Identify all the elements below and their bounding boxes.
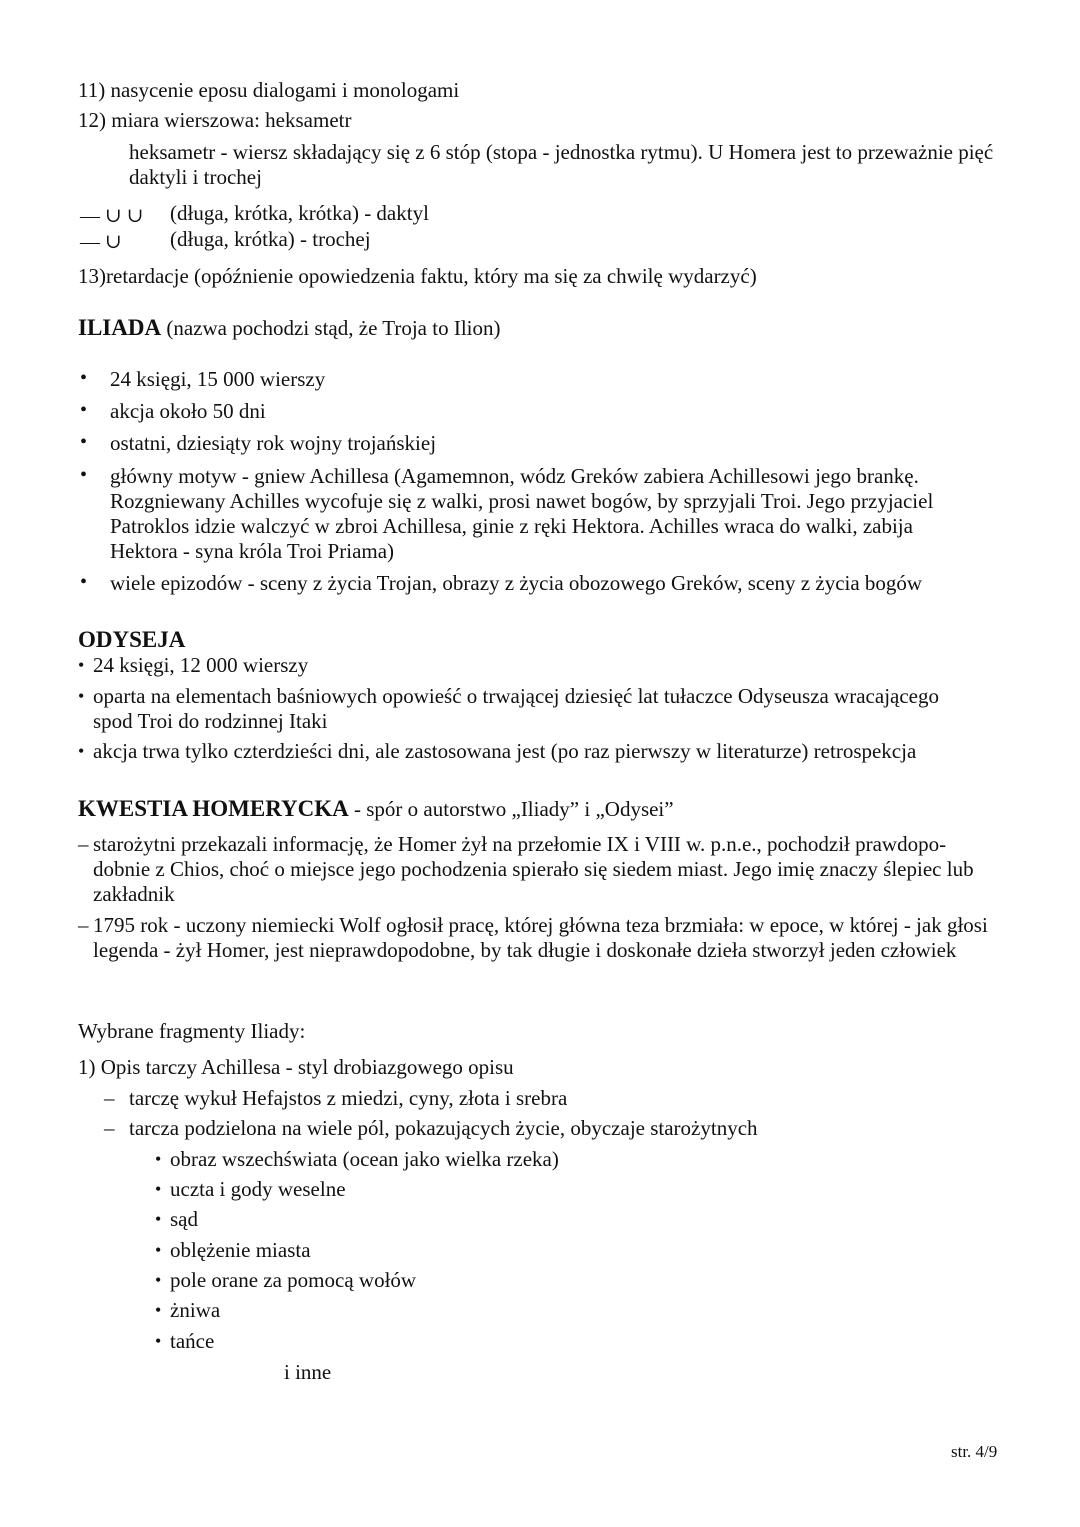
dash-icon: – [104, 1116, 115, 1140]
kwestia-dash-1: starożytni przekazali informację, że Homer żył na przełomie IX i VIII w. p.n.e., pochodził prawdopo-dobnie z Chios, choć o miejsce jego pochodzenia spierało się siedem miast. Jego imię znaczy ślepiec lub zakładnik [93, 832, 974, 906]
bullet-icon: • [155, 1149, 162, 1169]
page-number: str. 4/9 [951, 1442, 998, 1461]
shield-field-5: pole orane za pomocą wołów [170, 1268, 417, 1292]
trochee-text: (długa, krótka) - trochej [170, 227, 371, 251]
iliada-title: ILIADA [78, 315, 162, 340]
hexameter-definition: heksametr - wiersz składający się z 6 stóp (stopa - jednostka rytmu). U Homera jest to przeważnie pięć daktyli i trochej [129, 140, 994, 189]
list-item-11: 11) nasycenie eposu dialogami i monologami [78, 78, 460, 102]
list-item-13: 13)retardacje (opóźnienie opowiedzenia faktu, który ma się za chwilę wydarzyć) [78, 264, 757, 288]
bullet-icon: • [80, 367, 88, 389]
bullet-icon: • [78, 686, 85, 706]
odyseja-bullet-3: akcja trwa tylko czterdzieści dni, ale zastosowana jest (po raz pierwszy w literaturze) retrospekcja [93, 739, 917, 763]
shield-field-1: obraz wszechświata (ocean jako wielka rzeka) [170, 1147, 559, 1171]
fragments-more: i inne [284, 1360, 332, 1384]
shield-field-6: żniwa [170, 1298, 221, 1322]
iliada-bullet-2: akcja około 50 dni [110, 399, 266, 423]
odyseja-bullet-1: 24 księgi, 12 000 wierszy [93, 653, 309, 677]
list-item-12: 12) miara wierszowa: heksametr [78, 108, 352, 132]
iliada-bullet-5: wiele epizodów - sceny z życia Trojan, obrazy z życia obozowego Greków, sceny z życia bogów [110, 571, 923, 595]
trochee-symbols: — ∪ [80, 231, 122, 253]
odyseja-bullet-2: oparta na elementach baśniowych opowieść o trwającej dziesięć lat tułaczce Odyseusza wracającego spod Troi do rodzinnej Itaki [93, 684, 939, 733]
fragments-item-1: 1) Opis tarczy Achillesa - styl drobiazgowego opisu [78, 1055, 514, 1079]
dash-icon: – [104, 1086, 115, 1110]
bullet-icon: • [155, 1331, 162, 1351]
bullet-icon: • [155, 1300, 162, 1320]
iliada-subtitle: (nazwa pochodzi stąd, że Troja to Ilion) [161, 316, 501, 340]
bullet-icon: • [155, 1240, 162, 1260]
dash-icon: – [78, 913, 89, 937]
bullet-icon: • [80, 399, 88, 421]
bullet-icon: • [80, 464, 88, 486]
dactyl-text: (długa, krótka, krótka) - daktyl [170, 201, 429, 225]
iliada-bullet-4: główny motyw - gniew Achillesa (Agamemnon, wódz Greków zabiera Achillesowi jego brankę. Rozgniewany Achilles wycofuje się z walki, prosi nawet bogów, by sprzyjali Troi. Jego przyjaciel Patroklos idzie walczyć w zbroi Achillesa, ginie z ręki Hektora. Achilles wraca do walki, zabija Hektora - syna króla Troi Priama) [110, 464, 934, 563]
bullet-icon: • [155, 1209, 162, 1229]
bullet-icon: • [80, 571, 88, 593]
dash-icon: – [78, 832, 89, 856]
shield-field-3: sąd [170, 1207, 198, 1231]
shield-field-2: uczta i gody weselne [170, 1177, 346, 1201]
kwestia-heading [78, 796, 674, 822]
fragments-dash-2: tarcza podzielona na wiele pól, pokazujących życie, obyczaje starożytnych [129, 1116, 758, 1140]
bullet-icon: • [78, 741, 85, 761]
iliada-bullet-3: ostatni, dziesiąty rok wojny trojańskiej [110, 431, 437, 455]
fragments-dash-1: tarczę wykuł Hefajstos z miedzi, cyny, złota i srebra [129, 1086, 568, 1110]
kwestia-title: KWESTIA HOMERYCKA [78, 796, 349, 821]
odyseja-title: ODYSEJA [78, 627, 186, 652]
bullet-icon: • [78, 655, 85, 675]
bullet-icon: • [80, 431, 88, 453]
kwestia-subtitle: - spór o autorstwo „Iliady” i „Odysei” [348, 797, 674, 821]
bullet-icon: • [155, 1270, 162, 1290]
dactyl-symbols: — ∪ ∪ [80, 205, 144, 227]
shield-field-7: tańce [170, 1329, 215, 1353]
shield-field-4: oblężenie miasta [170, 1238, 311, 1262]
kwestia-dash-2: 1795 rok - uczony niemiecki Wolf ogłosił pracę, której główna teza brzmiała: w epoce, w której - jak głosi legenda - żył Homer, jest nieprawdopodobne, by tak długie i doskonałe dzieła stworzył jeden człowiek [93, 913, 988, 962]
iliada-heading [78, 315, 501, 341]
fragments-title: Wybrane fragmenty Iliady: [78, 1019, 306, 1043]
bullet-icon: • [155, 1179, 162, 1199]
iliada-bullet-1: 24 księgi, 15 000 wierszy [110, 367, 326, 391]
